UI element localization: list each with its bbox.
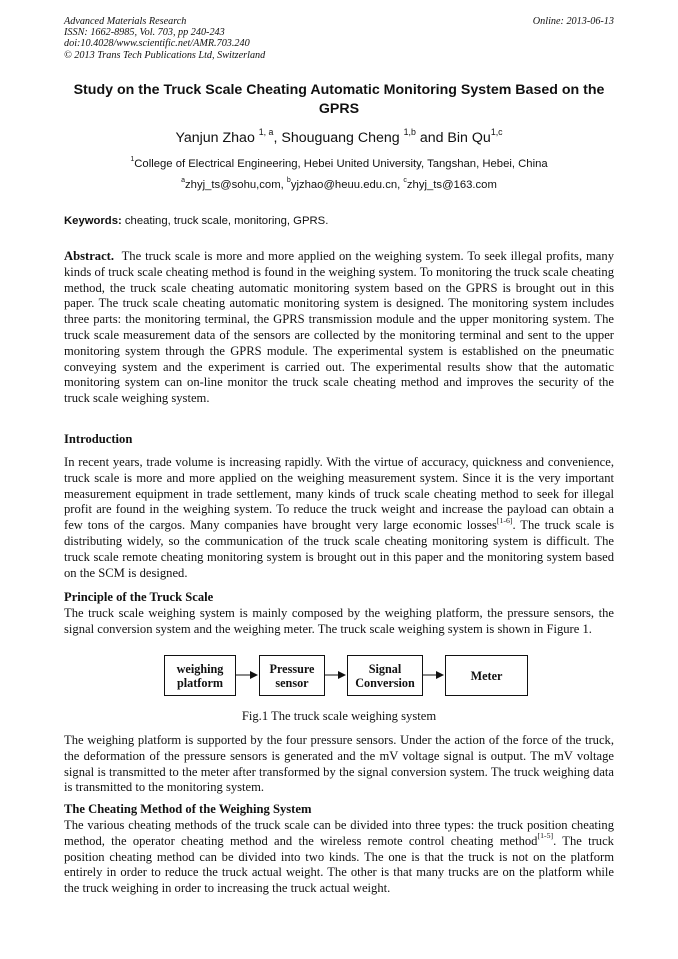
- journal-issn: ISSN: 1662-8985, Vol. 703, pp 240-243: [64, 27, 225, 39]
- author-3-affil: 1,c: [490, 126, 503, 137]
- principle-paragraph: The truck scale weighing system is mainly composed by the weighing platform, the pressure sensors, the signal conversion system and the weighing meter. The truck scale weighing system is shown in Figure 1.: [64, 606, 614, 636]
- journal-name: Advanced Materials Research: [64, 16, 187, 27]
- box-pressure-sensor: [259, 655, 325, 696]
- box-3-line-2: Conversion: [355, 675, 415, 690]
- box-weighing-platform: [164, 655, 236, 696]
- abstract: [64, 249, 618, 407]
- keywords: [64, 213, 614, 229]
- box-meter: [445, 655, 528, 696]
- keywords-label: Keywords:: [64, 215, 122, 227]
- email-a[interactable]: zhyj_ts@sohu,com,: [185, 179, 287, 191]
- cheating-text-2: . The truck position cheating method can be divided into two kinds. The one is that the truck is not on the platform entirely in order to reduce the truck actual weight. The other is that many trucks are on the platform while the truck weighing in order to increasing the truck actual weight.: [64, 833, 614, 896]
- box-2-line-2: sensor: [275, 675, 309, 690]
- affiliation: [60, 156, 618, 172]
- keywords-text: cheating, truck scale, monitoring, GPRS.: [121, 215, 329, 227]
- box-4-line-1: Meter: [470, 668, 503, 683]
- paper-title: Study on the Truck Scale Cheating Automatic Monitoring System Based on the GPRS: [73, 82, 605, 117]
- affiliation-marker: 1: [130, 156, 135, 164]
- box-1-line-2: platform: [176, 675, 223, 690]
- introduction-text-1: In recent years, trade volume is increasing rapidly. With the virtue of accuracy, quickness and convenience, truck scale is more and more applied on the weighing measurement system. Since it is the very important measurement equipment in trade settlement, many kinds of truck scale cheating method to seek for illegal profit are found in the weighing system. To reduce the truck weight and increase the payload can obtain a few tons of the cargos. Many companies have brought very large economic losses: [64, 455, 614, 533]
- cheating-text-1: The various cheating methods of the truck scale can be divided into three types: the truck position cheating method, the operator cheating method and the wireless remote control cheating method: [64, 818, 614, 848]
- author-3: and Bin Qu: [415, 130, 491, 146]
- email-b[interactable]: yjzhao@heuu.edu.cn,: [290, 179, 404, 191]
- journal-header: [64, 16, 484, 61]
- author-1-affil: 1, a: [258, 126, 274, 137]
- introduction-heading: Introduction: [64, 432, 133, 446]
- author-2: , Shouguang Cheng: [273, 130, 404, 146]
- author-emails: [60, 177, 618, 193]
- principle-heading: Principle of the Truck Scale: [64, 590, 214, 604]
- author-list: [60, 126, 618, 147]
- box-1-line-1: weighing: [176, 661, 224, 676]
- cheating-paragraph: [64, 818, 614, 897]
- platform-paragraph: The weighing platform is supported by the four pressure sensors. Under the action of the force of the truck, the deformation of the pressure sensors is generated and the mV voltage signal is output. The mV voltage signal is transmitted to the meter after transformed by the signal conversion system. The truck weighing data is transmitted to the monitoring system.: [64, 733, 614, 795]
- box-3-line-1: Signal: [368, 661, 402, 676]
- citation-1-5[interactable]: [1-5]: [537, 831, 554, 841]
- citation-1-6[interactable]: [1-6]: [496, 515, 513, 525]
- box-signal-conversion: [347, 655, 423, 696]
- email-c-marker: c: [403, 177, 407, 185]
- journal-copyright: © 2013 Trans Tech Publications Ltd, Switzerland: [64, 49, 266, 61]
- email-b-marker: b: [286, 177, 291, 185]
- abstract-text: The truck scale is more and more applied on the weighing system. To seek illegal profits, many kinds of truck scale cheating method is found in the weighing system. To monitoring the truck scale cheating method, the truck scale cheating automatic monitoring system based on the GPRS is brought out in this paper. The truck scale cheating automatic monitoring system is designed. The monitoring system includes three parts: the monitoring terminal, the GPRS transmission module and the upper monitoring system. The truck scale measurement data of the sensors are collected by the monitoring terminal and sent to the upper monitoring system through the GPRS module. The experimental system is established on the pneumatic conveying system and the experiment is carried out. The experimental results show that the automatic monitoring system can on-line monitor the truck scale cheating method and improves the security of the truck scale weighing system.: [64, 249, 618, 406]
- introduction-text-2: . The truck scale is distributing widely, so the communication of the truck scale cheating monitoring system is difficult. The truck scale remote cheating monitoring system is brought out in this paper and the monitoring system based on the SCM is designed.: [64, 518, 614, 580]
- journal-doi[interactable]: doi:10.4028/www.scientific.net/AMR.703.240: [64, 38, 250, 50]
- box-2-line-1: Pressure: [269, 661, 315, 676]
- email-c[interactable]: zhyj_ts@163.com: [406, 179, 497, 191]
- introduction-paragraph: [64, 455, 614, 581]
- abstract-label: Abstract.: [64, 249, 115, 263]
- email-a-marker: a: [181, 177, 186, 185]
- affiliation-text: College of Electrical Engineering, Hebei United University, Tangshan, Hebei, China: [134, 158, 548, 170]
- author-2-affil: 1,b: [403, 126, 416, 137]
- online-date: Online: 2013-06-13: [532, 16, 614, 27]
- author-1: Yanjun Zhao: [175, 130, 259, 146]
- figure-1-diagram: [158, 653, 530, 703]
- figure-1-caption: Fig.1 The truck scale weighing system: [241, 709, 437, 723]
- cheating-heading: The Cheating Method of the Weighing System: [64, 802, 312, 816]
